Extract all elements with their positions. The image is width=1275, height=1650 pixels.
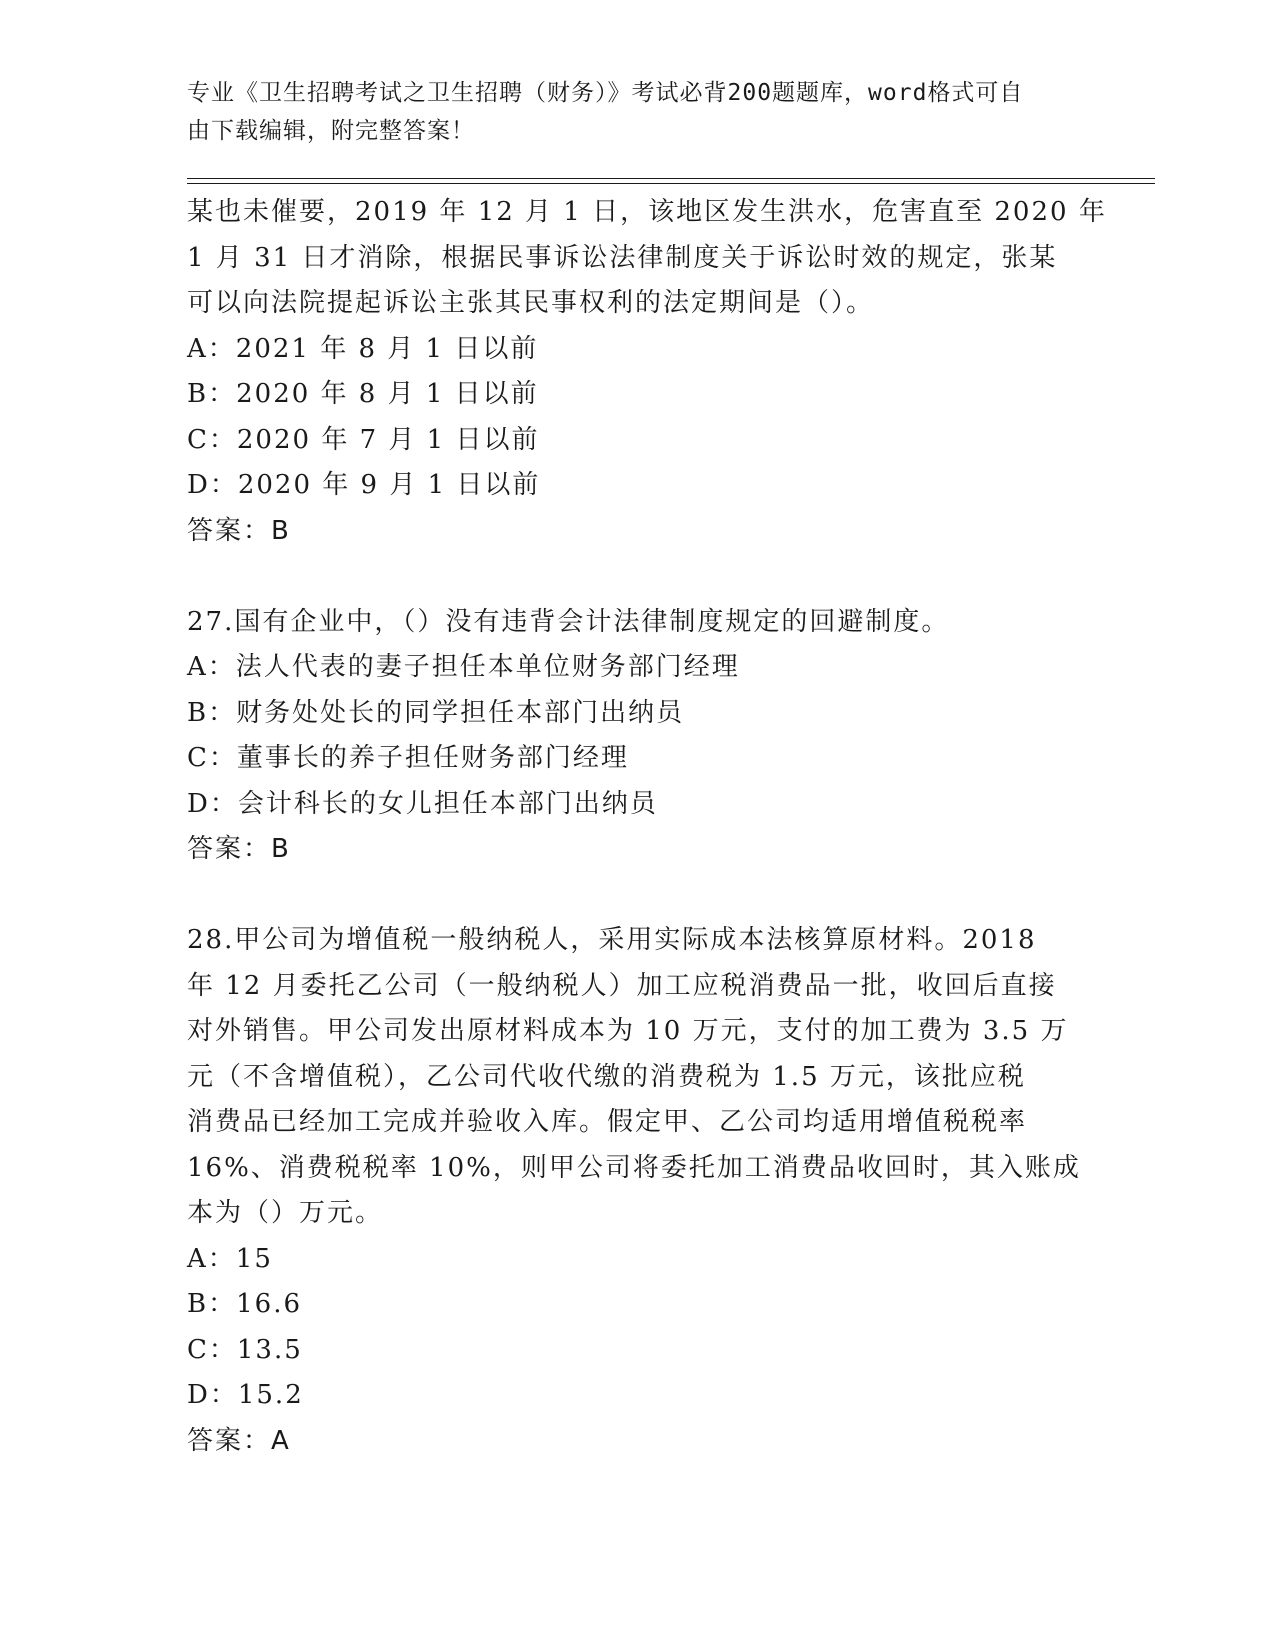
question-27-option-a: A：法人代表的妻子担任本单位财务部门经理 <box>187 652 740 682</box>
block-spacer <box>187 873 1077 919</box>
question-28-stem-line-6: 16%、消费税税率 10%，则甲公司将委托加工消费品收回时，其入账成 <box>187 1152 1081 1183</box>
question-28-stem-line-7: 本为（）万元。 <box>187 1198 384 1228</box>
question-27-stem-line-1: 27.国有企业中，（）没有违背会计法律制度规定的回避制度。 <box>187 606 950 637</box>
header-rule-bottom <box>187 183 1155 184</box>
question-26-option-c: C：2020 年 7 月 1 日以前 <box>187 424 540 455</box>
question-28-stem-line-2: 年 12 月委托乙公司（一般纳税人）加工应税消费品一批，收回后直接 <box>187 970 1057 1001</box>
question-27-option-c: C：董事长的养子担任财务部门经理 <box>187 743 629 773</box>
block-spacer <box>187 554 1077 600</box>
header-title-line-1: 专业《卫生招聘考试之卫生招聘（财务）》考试必背200题题库，word格式可自 <box>187 80 1024 106</box>
question-28-option-c: C：13.5 <box>187 1334 303 1365</box>
question-26-stem-line-1: 某也未催要，2019 年 12 月 1 日，该地区发生洪水，危害直至 2020 年 <box>187 197 1107 227</box>
question-27-option-b: B：财务处处长的同学担任本部门出纳员 <box>187 697 685 728</box>
question-26-stem-line-2: 1 月 31 日才消除，根据民事诉讼法律制度关于诉讼时效的规定，张某 <box>187 242 1058 273</box>
question-content <box>187 190 1107 1464</box>
question-28-option-b: B：16.6 <box>187 1289 302 1319</box>
question-27-answer: 答案：B <box>187 834 291 864</box>
question-26-option-a: A：2021 年 8 月 1 日以前 <box>187 333 539 364</box>
question-26-stem-line-3: 可以向法院提起诉讼主张其民事权利的法定期间是（）。 <box>187 288 875 318</box>
header-title-line-2: 由下载编辑，附完整答案！ <box>187 118 475 144</box>
question-28-answer: 答案：A <box>187 1425 291 1456</box>
question-28 <box>187 918 1081 1464</box>
page-header <box>187 74 1067 150</box>
question-26-answer: 答案：B <box>187 515 291 546</box>
question-26-option-b: B：2020 年 8 月 1 日以前 <box>187 379 539 409</box>
question-28-stem-line-4: 元（不含增值税），乙公司代收代缴的消费税为 1.5 万元，该批应税 <box>187 1061 1026 1092</box>
header-rule-top <box>187 178 1155 179</box>
question-28-option-a: A：15 <box>187 1243 273 1274</box>
question-26 <box>187 190 1107 554</box>
question-27 <box>187 600 1077 873</box>
question-27-option-d: D：会计科长的女儿担任本部门出纳员 <box>187 788 658 819</box>
question-26-option-d: D：2020 年 9 月 1 日以前 <box>187 470 541 500</box>
question-28-stem-line-5: 消费品已经加工完成并验收入库。假定甲、乙公司均适用增值税税率 <box>187 1107 1028 1137</box>
question-28-stem-line-3: 对外销售。甲公司发出原材料成本为 10 万元，支付的加工费为 3.5 万 <box>187 1016 1069 1046</box>
question-28-stem-line-1: 28.甲公司为增值税一般纳税人，采用实际成本法核算原材料。2018 <box>187 925 1037 955</box>
question-28-option-d: D：15.2 <box>187 1380 304 1410</box>
